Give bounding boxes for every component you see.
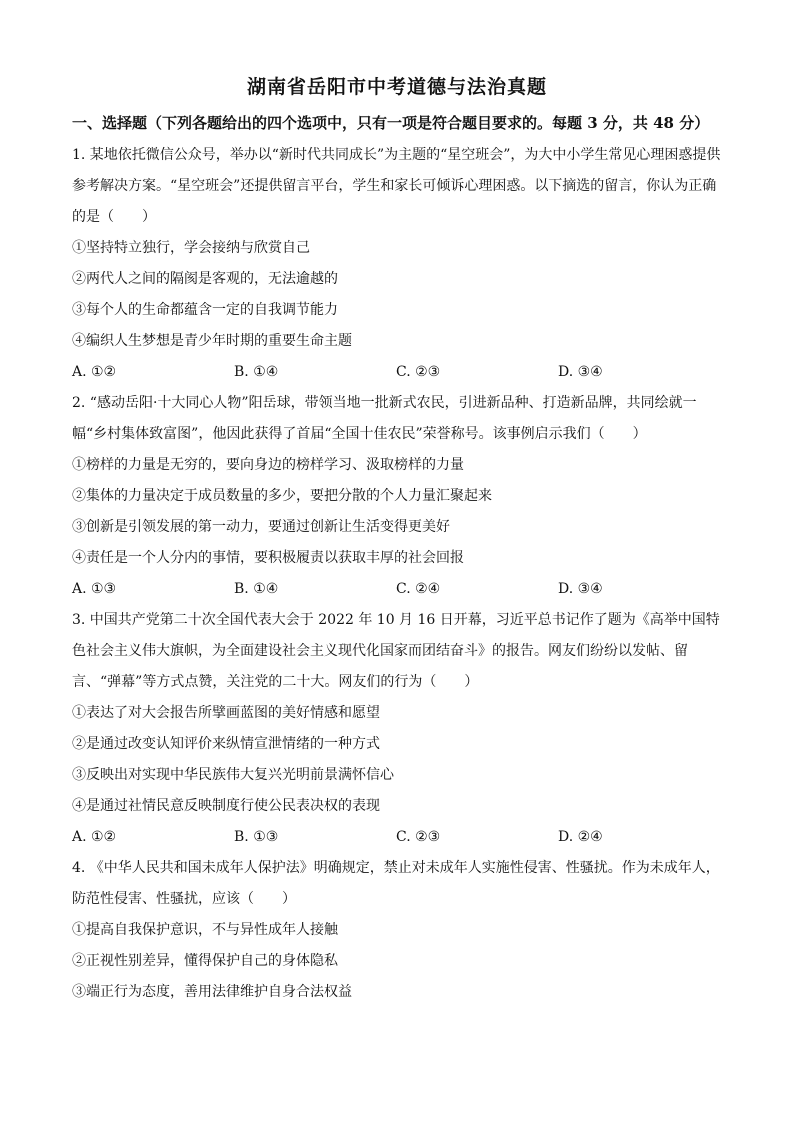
statement-option: ①表达了对大会报告所擘画蓝图的美好情感和愿望 — [72, 705, 380, 721]
statement-option: ③创新是引领发展的第一动力，要通过创新让生活变得更美好 — [72, 519, 450, 535]
choice-c: C. ②④ — [396, 581, 441, 597]
choice-b: B. ①③ — [234, 829, 279, 845]
answer-choices — [72, 574, 722, 605]
statement-option: ①提高自我保护意识，不与异性成年人接触 — [72, 922, 338, 938]
statement-option: ②两代人之间的隔阂是客观的，无法逾越的 — [72, 271, 338, 287]
question-stem: 2. “感动岳阳·十大同心人物”阳岳球，带领当地一批新式农民，引进新品种、打造新品牌，共同绘就一幅“乡村集体致富图”，他因此获得了首届“全国十佳农民”荣誉称号。该事例启示我们（ ） — [72, 395, 697, 442]
choice-b: B. ①④ — [234, 581, 279, 597]
choice-a: A. ①③ — [72, 581, 117, 597]
document-title: 湖南省岳阳市中考道德与法治真题 — [246, 76, 547, 98]
choice-c: C. ②③ — [396, 364, 441, 380]
question-2 — [72, 388, 722, 605]
choice-d: D. ③④ — [558, 581, 603, 597]
statement-option: ③每个人的生命都蕴含一定的自我调节能力 — [72, 302, 338, 318]
statement-option: ①坚持特立独行，学会接纳与欣赏自己 — [72, 240, 310, 256]
statement-option: ④编织人生梦想是青少年时期的重要生命主题 — [72, 333, 352, 349]
question-stem: 3. 中国共产党第二十次全国代表大会于 2022 年 10 月 16 日开幕，习近平总书记作了题为《高举中国特色社会主义伟大旗帜，为全面建设社会主义现代化国家而团结奋斗》的报告。网友们纷纷以发帖、留言、“弹幕”等方式点赞，关注党的二十大。网友们的行为（ ） — [72, 612, 720, 690]
choice-b: B. ①④ — [234, 364, 279, 380]
exam-page — [72, 68, 722, 1008]
statement-option: ④责任是一个人分内的事情，要积极履责以获取丰厚的社会回报 — [72, 550, 464, 566]
statement-option: ②集体的力量决定于成员数量的多少，要把分散的个人力量汇聚起来 — [72, 488, 492, 504]
statement-option: ④是通过社情民意反映制度行使公民表决权的表现 — [72, 798, 380, 814]
question-1 — [72, 140, 722, 388]
question-3 — [72, 605, 722, 853]
choice-d: D. ②④ — [558, 829, 603, 845]
question-4 — [72, 853, 722, 1008]
choice-d: D. ③④ — [558, 364, 603, 380]
answer-choices — [72, 357, 722, 388]
choice-c: C. ②③ — [396, 829, 441, 845]
answer-choices — [72, 822, 722, 853]
statement-option: ②是通过改变认知评价来纵情宣泄情绪的一种方式 — [72, 736, 380, 752]
question-stem: 1. 某地依托微信公众号，举办以“新时代共同成长”为主题的“星空班会”，为大中小学生常见心理困惑提供参考解决方案。“星空班会”还提供留言平台，学生和家长可倾诉心理困惑。以下摘选的留言，你认为正确的是（ ） — [72, 147, 721, 225]
choice-a: A. ①② — [72, 364, 117, 380]
statement-option: ①榜样的力量是无穷的，要向身边的榜样学习、汲取榜样的力量 — [72, 457, 464, 473]
statement-option: ②正视性别差异，懂得保护自己的身体隐私 — [72, 953, 338, 969]
question-stem: 4. 《中华人民共和国未成年人保护法》明确规定，禁止对未成年人实施性侵害、性骚扰。作为未成年人，防范性侵害、性骚扰，应该（ ） — [72, 860, 720, 907]
statement-option: ③端正行为态度，善用法律维护自身合法权益 — [72, 984, 352, 1000]
statement-option: ③反映出对实现中华民族伟大复兴光明前景满怀信心 — [72, 767, 394, 783]
section-heading: 一、选择题（下列各题给出的四个选项中，只有一项是符合题目要求的。每题 3 分，共 48 分） — [72, 114, 710, 132]
choice-a: A. ①② — [72, 829, 117, 845]
